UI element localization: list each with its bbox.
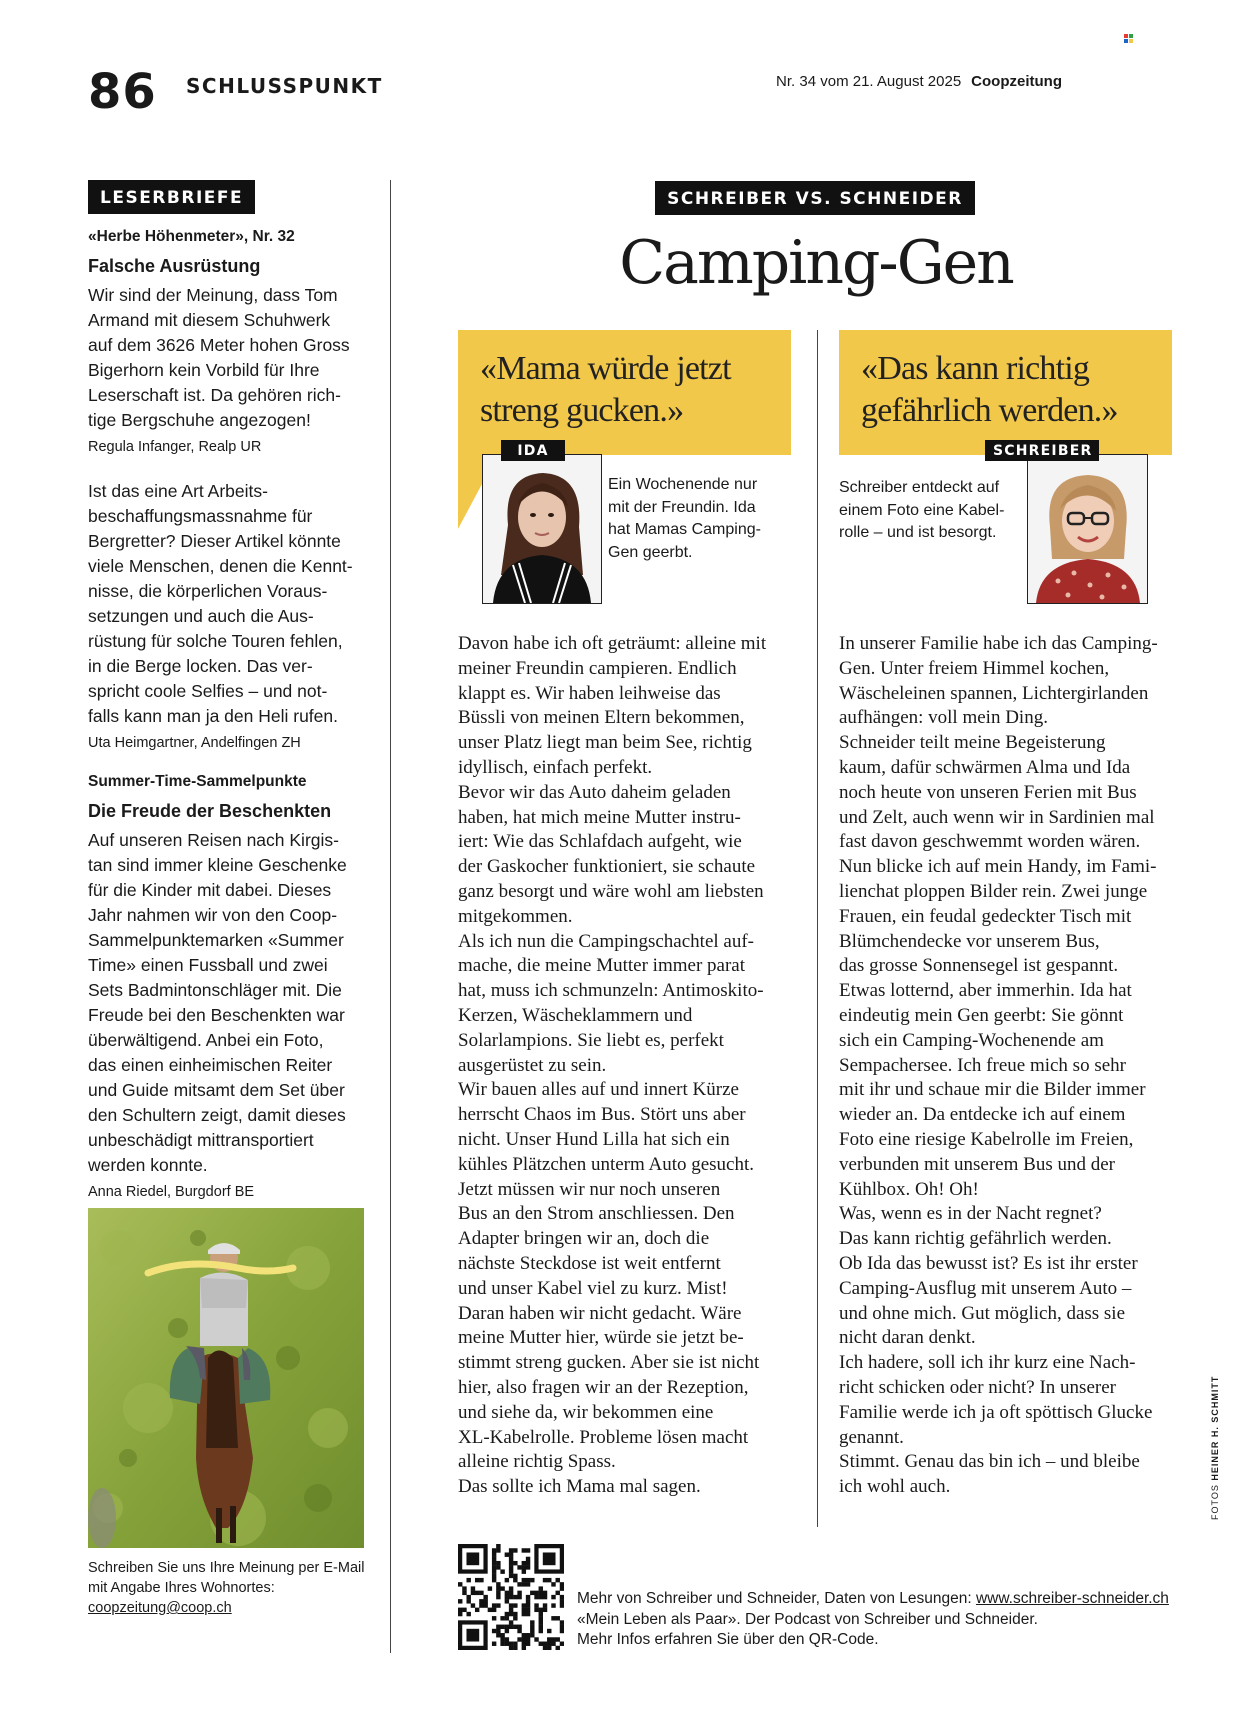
- body-line: Das kann richtig gefährlich werden.: [839, 1228, 1112, 1250]
- body-line: stimmt streng gucken. Aber sie ist nicht: [458, 1352, 760, 1374]
- body-line: meiner Freundin campieren. Endlich: [458, 657, 737, 679]
- body-line: nicht. Unser Hund Lilla hat sich ein: [458, 1128, 730, 1150]
- letter-group: [88, 773, 373, 1200]
- body-line: alleine richtig Spass.: [458, 1451, 616, 1473]
- text-line: Leserschaft ist. Da gehören rich-: [88, 385, 341, 405]
- text-line: auf dem 3626 Meter hohen Gross: [88, 335, 350, 355]
- body-line: und siehe da, wir bekommen eine: [458, 1401, 714, 1423]
- quote-text: [839, 330, 1172, 432]
- body-line: Nun blicke ich auf mein Handy, im Fami-: [839, 856, 1157, 878]
- body-line: aufhängen: voll mein Ding.: [839, 707, 1048, 729]
- body-line: eindeutig mein Gen geerbt: Sie gönnt: [839, 1004, 1124, 1026]
- letter-signature: Regula Infanger, Realp UR: [88, 439, 262, 455]
- text-line: Armand mit diesem Schuhwerk: [88, 310, 331, 330]
- quote-text: [458, 330, 791, 432]
- body-line: Schneider teilt meine Begeisterung: [839, 732, 1106, 754]
- body-line: wieder an. Da entdecke ich auf einem: [839, 1104, 1126, 1126]
- body-line: kühles Plätzchen unterm Auto gesucht.: [458, 1153, 755, 1175]
- quote-line: «Das kann richtig: [861, 350, 1090, 387]
- body-line: mit ihr und schaue mir die Bilder immer: [839, 1079, 1146, 1101]
- text-line: Sets Badmintonschläger mit. Die: [88, 980, 342, 1000]
- body-line: Ich hadere, soll ich ihr kurz eine Nach-: [839, 1352, 1136, 1374]
- body-line: klappt es. Wir haben leihweise das: [458, 682, 721, 704]
- website-link[interactable]: www.schreiber-schneider.ch: [975, 1590, 1169, 1607]
- text-line: Auf unseren Reisen nach Kirgis-: [88, 830, 339, 850]
- body-line: genannt.: [839, 1426, 904, 1448]
- body-line: Büssli von meinen Eltern bekommen,: [458, 707, 745, 729]
- text-line: rüstung für solche Touren fehlen,: [88, 631, 343, 651]
- body-text-schreiber: [839, 632, 1184, 1500]
- body-line: hier, also fragen wir an der Rezeption,: [458, 1376, 749, 1398]
- text-line: mit Angabe Ihres Wohnortes:: [88, 1580, 275, 1596]
- body-line: Adapter bringen wir an, doch die: [458, 1228, 710, 1250]
- body-line: Blümchendecke vor unserem Bus,: [839, 930, 1100, 952]
- credit-label: FOTOS: [1210, 1484, 1220, 1520]
- text-line: für die Kinder mit dabei. Dieses: [88, 880, 332, 900]
- body-line: Daran haben wir nicht gedacht. Wäre: [458, 1302, 742, 1324]
- name-tag-ida: IDA: [501, 440, 565, 461]
- body-line: und ohne mich. Gut möglich, dass sie: [839, 1302, 1126, 1324]
- body-line: Als ich nun die Campingschachtel auf-: [458, 930, 755, 952]
- body-line: mitgekommen.: [458, 905, 573, 927]
- credit-name: HEINER H. SCHMITT: [1210, 1375, 1220, 1481]
- name-tag-schreiber: SCHREIBER: [985, 440, 1099, 461]
- body-line: Kerzen, Wäscheklammern und: [458, 1004, 693, 1026]
- quote-box-schreiber: [839, 330, 1172, 455]
- letter-text: [88, 283, 373, 433]
- caption-line: rolle – und ist besorgt.: [839, 524, 997, 541]
- caption-ida: [608, 474, 798, 564]
- body-line: Wir bauen alles auf und innert Kürze: [458, 1079, 739, 1101]
- body-line: Gen. Unter freiem Himmel kochen,: [839, 657, 1110, 679]
- text-line: und Guide mitsamt dem Set über: [88, 1080, 345, 1100]
- body-line: hat, muss ich schmunzeln: Antimoskito-: [458, 980, 764, 1002]
- letter-heading: Die Freude der Beschenkten: [88, 801, 332, 821]
- rider-horse-illustration: [88, 1208, 364, 1548]
- schreiber-portrait: [1027, 454, 1148, 604]
- body-line: ganz besorgt und wäre wohl am liebsten: [458, 880, 764, 902]
- body-line: ich wohl auch.: [839, 1476, 951, 1498]
- letter-text: [88, 479, 373, 729]
- body-line: verbunden mit unserem Bus und der: [839, 1153, 1115, 1175]
- qr-code[interactable]: [458, 1544, 564, 1650]
- body-line: Foto eine riesige Kabelrolle im Freien,: [839, 1128, 1134, 1150]
- email-link[interactable]: coopzeitung@coop.ch: [88, 1600, 232, 1616]
- text-line: tan sind immer kleine Geschenke: [88, 855, 347, 875]
- body-line: Bus an den Strom anschliessen. Den: [458, 1203, 735, 1225]
- text-line: unbeschädigt mittransportiert: [88, 1130, 314, 1150]
- body-line: haben, hat mich meine Mutter instru-: [458, 806, 741, 828]
- body-line: Solarlampions. Sie liebt es, perfekt: [458, 1029, 724, 1051]
- feature-tag-wrap: [640, 181, 990, 215]
- text-line: Ist das eine Art Arbeits-: [88, 481, 268, 501]
- text-line: werden konnte.: [88, 1155, 208, 1175]
- body-line: nächste Steckdose ist weit entfernt: [458, 1252, 721, 1274]
- body-line: idyllisch, einfach perfekt.: [458, 756, 653, 778]
- body-line: sich ein Camping-Wochenende am: [839, 1029, 1104, 1051]
- body-line: und unser Kabel viel zu kurz. Mist!: [458, 1277, 728, 1299]
- text-line: den Schultern zeigt, damit dieses: [88, 1105, 346, 1125]
- publication-name: Coopzeitung: [971, 73, 1062, 90]
- caption-line: Ein Wochenende nur: [608, 476, 758, 493]
- letters-column: [88, 180, 373, 1618]
- body-line: richt schicken oder nicht? In unserer: [839, 1376, 1116, 1398]
- body-line: Familie werde ich ja oft spöttisch Glucke: [839, 1401, 1153, 1423]
- text-line: setzungen und auch die Aus-: [88, 606, 314, 626]
- caption-line: einem Foto eine Kabel-: [839, 501, 1005, 519]
- text-line: Jahr nahmen wir von den Coop-: [88, 905, 338, 925]
- portrait-ida-image: [483, 455, 601, 603]
- letters-tag: LESERBRIEFE: [88, 180, 255, 214]
- body-line: das grosse Sonnensegel ist gespannt.: [839, 955, 1119, 977]
- body-line: nicht daran denkt.: [839, 1327, 976, 1349]
- text-line: Bergretter? Dieser Artikel könnte: [88, 531, 341, 551]
- footer-text: Mehr von Schreiber und Schneider, Daten von Lesungen:: [577, 1590, 976, 1607]
- body-line: ausgerüstet zu sein.: [458, 1054, 607, 1076]
- footer-line: [577, 1589, 1169, 1610]
- caption-schreiber: [839, 477, 1024, 545]
- body-line: Stimmt. Genau das bin ich – und bleibe: [839, 1451, 1140, 1473]
- text-line: tige Bergschuhe angezogen!: [88, 410, 311, 430]
- footer-line: «Mein Leben als Paar». Der Podcast von Schreiber und Schneider.: [577, 1610, 1038, 1628]
- letter-heading: Falsche Ausrüstung: [88, 256, 261, 276]
- body-line: Bevor wir das Auto daheim geladen: [458, 781, 731, 803]
- body-line: kaum, dafür schwärmen Alma und Ida: [839, 756, 1131, 778]
- quote-line: streng gucken.»: [480, 392, 684, 429]
- letter-signature: Uta Heimgartner, Andelfingen ZH: [88, 735, 301, 751]
- text-line: Sammelpunktemarken «Summer: [88, 930, 344, 950]
- text-line: falls kann man ja den Heli rufen.: [88, 706, 338, 726]
- column-divider: [817, 330, 818, 1527]
- caption-line: hat Mamas Camping-: [608, 521, 761, 538]
- body-line: XL-Kabelrolle. Probleme lösen macht: [458, 1426, 749, 1448]
- ida-portrait: [482, 454, 602, 604]
- qr-code-image: [458, 1544, 564, 1650]
- feature-footer: [577, 1589, 1169, 1651]
- body-line: Sempachersee. Ich freue mich so sehr: [839, 1054, 1126, 1076]
- section-title: SCHLUSSPUNKT: [186, 74, 383, 98]
- letter-signature: Anna Riedel, Burgdorf BE: [88, 1184, 255, 1200]
- letter-reference: Summer-Time-Sammelpunkte: [88, 773, 307, 790]
- body-line: Wäscheleinen spannen, Lichtergirlanden: [839, 682, 1149, 704]
- rider-photo: [88, 1208, 364, 1548]
- quote-box-ida: [458, 330, 791, 455]
- letters-footer: [88, 1558, 373, 1618]
- footer-line: Mehr Infos erfahren Sie über den QR-Code.: [577, 1631, 879, 1648]
- issue-date: Nr. 34 vom 21. August 2025: [776, 73, 962, 90]
- body-line: Frauen, ein feudal gedeckter Tisch mit: [839, 905, 1132, 927]
- text-line: Schreiben Sie uns Ihre Meinung per E-Mail: [88, 1560, 365, 1576]
- text-line: Time» einen Fussball und zwei: [88, 955, 328, 975]
- text-line: in die Berge locken. Das ver-: [88, 656, 313, 676]
- body-line: der Gaskocher funktioniert, sie schaute: [458, 856, 756, 878]
- body-line: Das sollte ich Mama mal sagen.: [458, 1476, 701, 1498]
- body-line: Etwas lotternd, aber immerhin. Ida hat: [839, 980, 1132, 1002]
- caption-line: Gen geerbt.: [608, 543, 693, 561]
- portrait-schreiber-image: [1028, 455, 1147, 603]
- body-line: iert: Wie das Schlafdach aufgeht, wie: [458, 831, 742, 853]
- body-line: Ob Ida das bewusst ist? Es ist ihr erster: [839, 1252, 1138, 1274]
- text-line: nisse, die körperlichen Voraus-: [88, 581, 328, 601]
- caption-line: mit der Freundin. Ida: [608, 498, 756, 516]
- feature-tag: SCHREIBER VS. SCHNEIDER: [655, 181, 975, 215]
- body-line: herrscht Chaos im Bus. Stört uns aber: [458, 1104, 746, 1126]
- body-line: unser Platz liegt man beim See, richtig: [458, 732, 752, 754]
- text-line: beschaffungsmassnahme für: [88, 506, 313, 526]
- page-number: 86: [88, 64, 157, 120]
- photo-credit: [1210, 1376, 1220, 1520]
- feature-title: Camping-Gen: [619, 228, 1013, 298]
- print-color-mark: [1124, 34, 1133, 43]
- text-line: Bigerhorn kein Vorbild für Ihre: [88, 360, 320, 380]
- column-divider: [390, 180, 391, 1653]
- body-text-ida: [458, 632, 803, 1500]
- body-line: lienchat ploppen Bilder rein. Zwei junge: [839, 880, 1148, 902]
- letter-group: [88, 228, 373, 751]
- body-line: In unserer Familie habe ich das Camping-: [839, 633, 1158, 654]
- body-line: Jetzt müssen wir nur noch unseren: [458, 1178, 721, 1200]
- letter-text: [88, 828, 373, 1178]
- text-line: das einen einheimischen Reiter: [88, 1055, 333, 1075]
- body-line: Kühlbox. Oh! Oh!: [839, 1178, 979, 1200]
- body-line: Was, wenn es in der Nacht regnet?: [839, 1203, 1102, 1225]
- letter-reference: «Herbe Höhenmeter», Nr. 32: [88, 228, 295, 245]
- caption-line: Schreiber entdeckt auf: [839, 479, 1000, 496]
- body-line: meine Mutter hier, würde sie jetzt be-: [458, 1327, 744, 1349]
- body-line: fast davon geschwemmt worden wären.: [839, 831, 1141, 853]
- text-line: Wir sind der Meinung, dass Tom: [88, 285, 338, 305]
- body-line: Davon habe ich oft geträumt: alleine mit: [458, 633, 767, 654]
- text-line: Freude bei den Beschenkten war: [88, 1005, 345, 1025]
- quote-line: «Mama würde jetzt: [480, 350, 731, 387]
- issue-info: [776, 73, 1062, 90]
- body-line: und Zelt, auch wenn wir in Sardinien mal: [839, 806, 1155, 828]
- text-line: viele Menschen, denen die Kennt-: [88, 556, 353, 576]
- body-line: noch heute von unseren Ferien mit Bus: [839, 781, 1137, 803]
- text-line: überwältigend. Anbei ein Foto,: [88, 1030, 324, 1050]
- text-line: spricht coole Selfies – und not-: [88, 681, 328, 701]
- body-line: mache, die meine Mutter immer parat: [458, 955, 745, 977]
- body-line: Camping-Ausflug mit unserem Auto –: [839, 1277, 1132, 1299]
- quote-line: gefährlich werden.»: [861, 392, 1118, 429]
